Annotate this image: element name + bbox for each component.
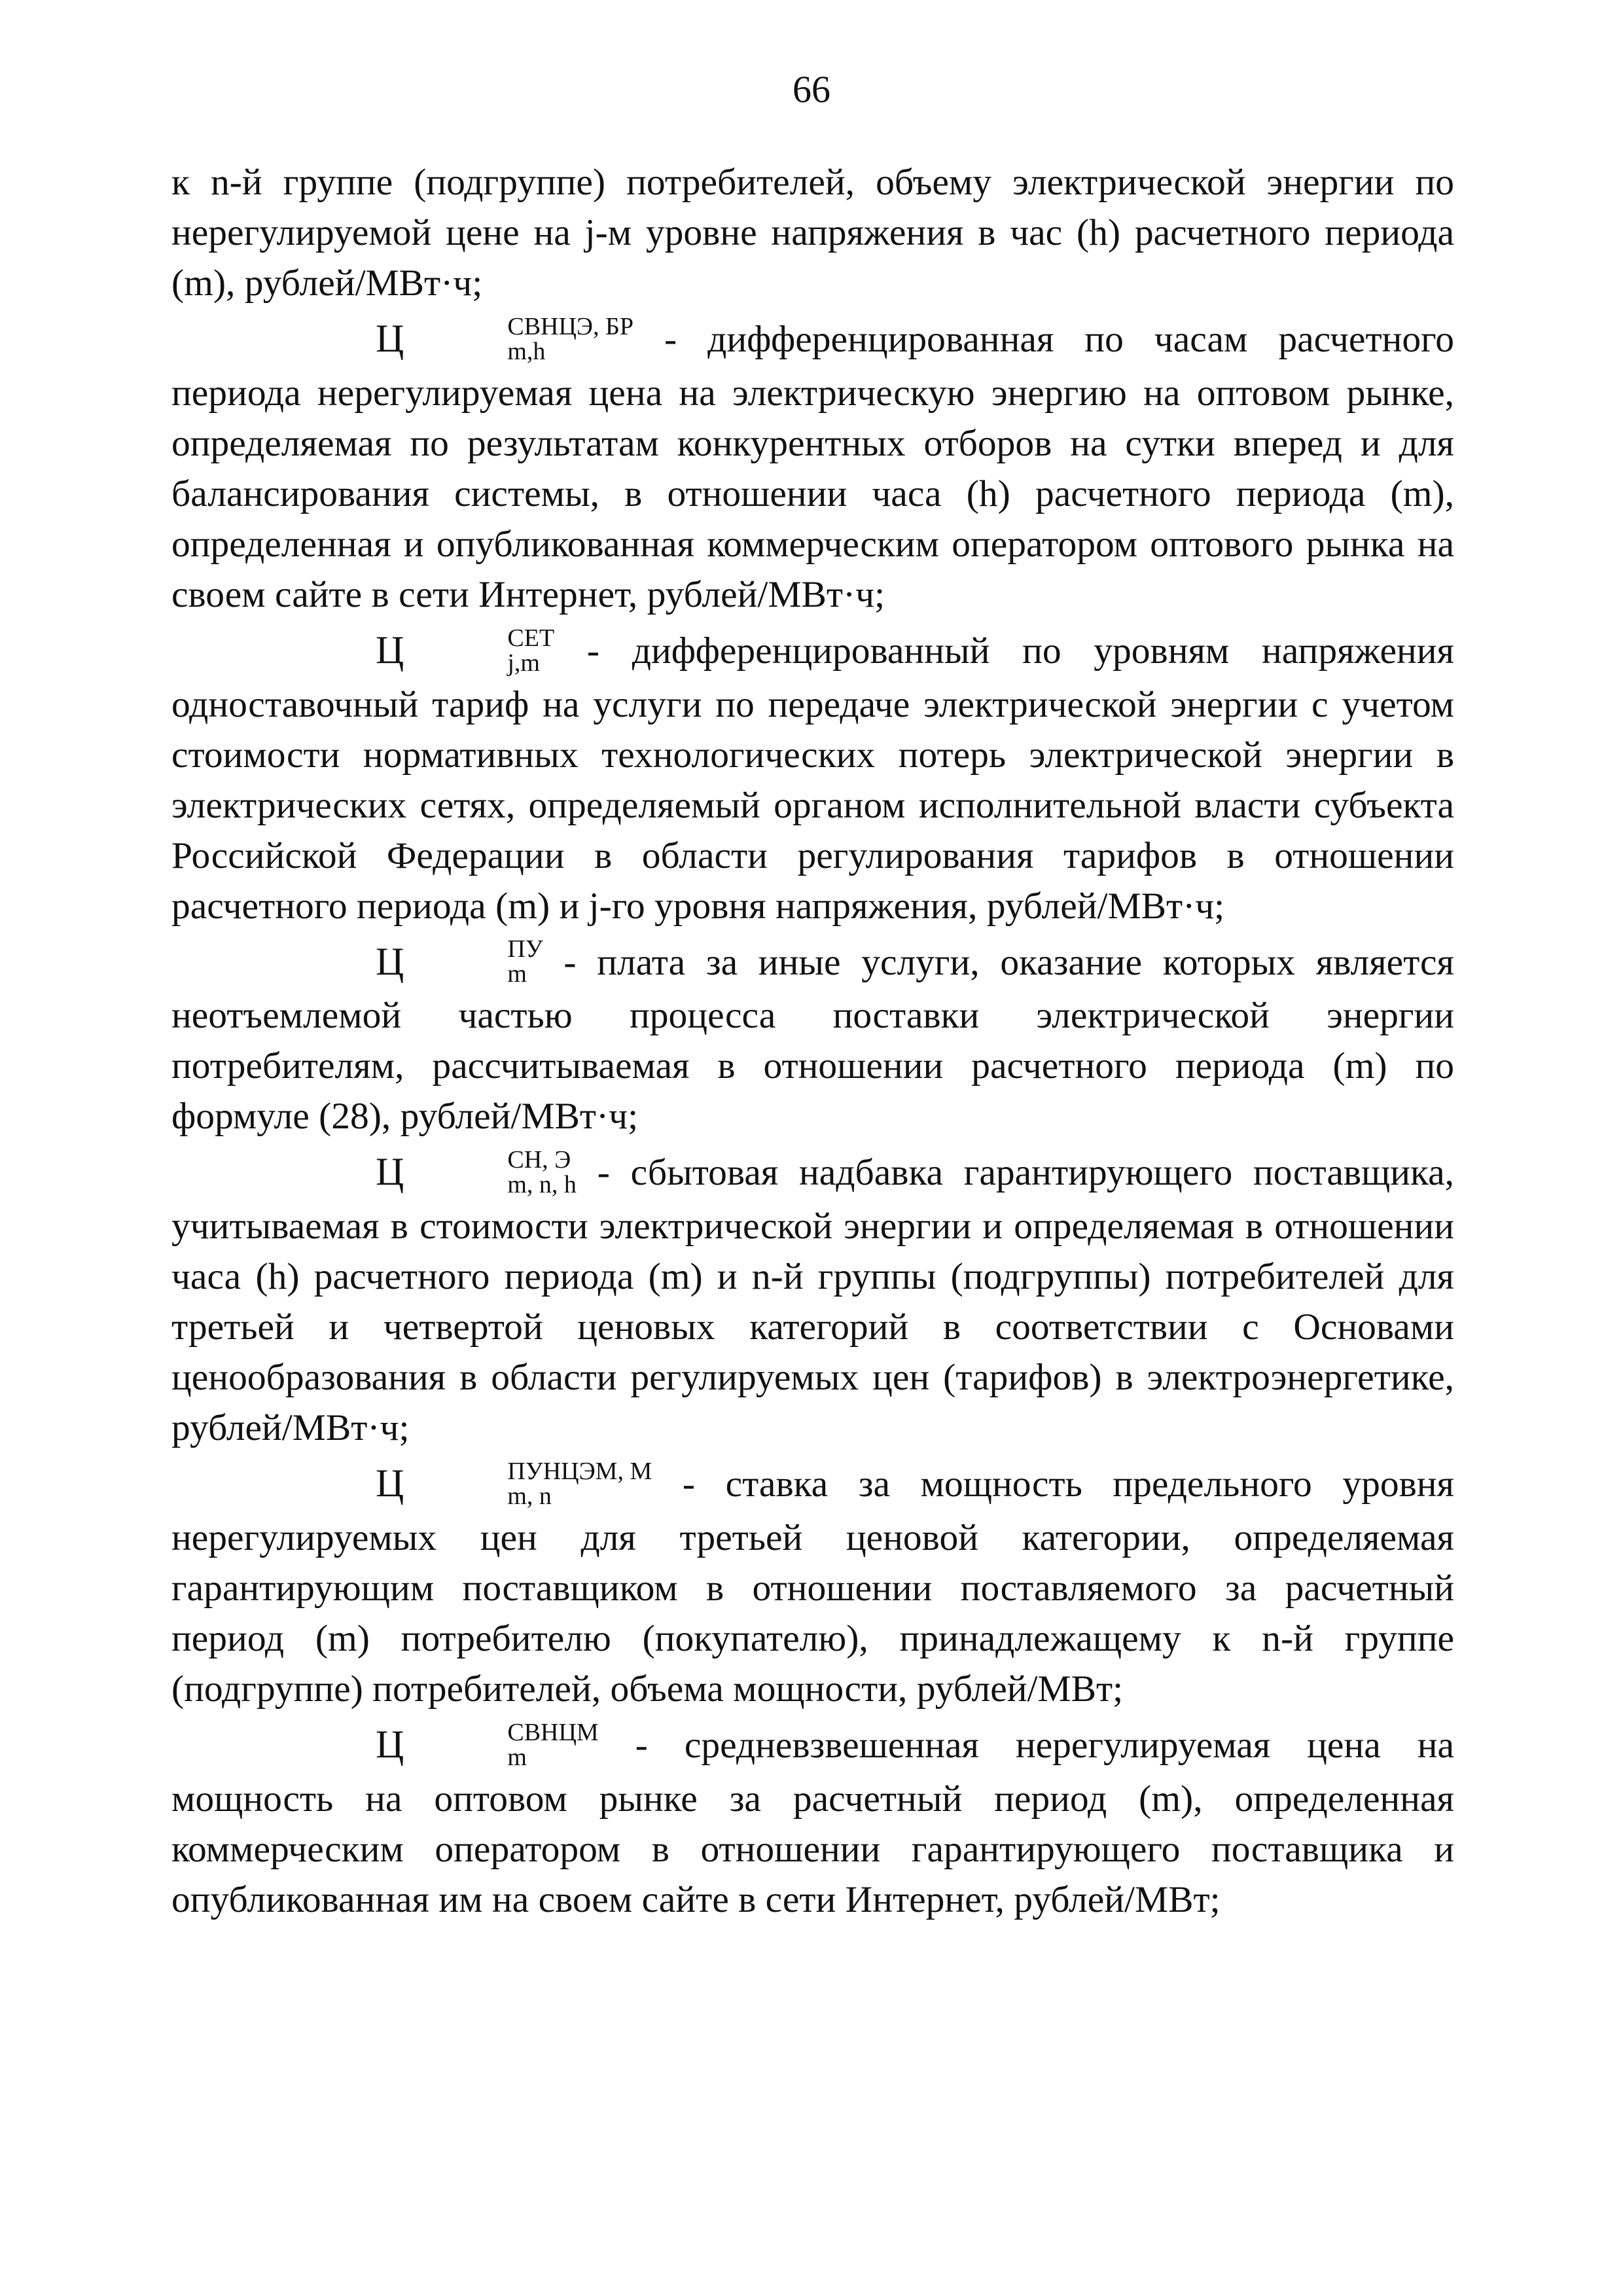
- definition-text: - дифференцированная по часам расчетного периода нерегулируемая цена на электрическую энергию на оптовом рынке, определяемая по результатам конкурентных отборов на сутки вперед и для балансирования системы, в отношении часа (h) расчетного периода (m), определенная и опубликованная коммерческим оператором оптового рынка на своем сайте в сети Интернет, рублей/МВт·ч;: [171, 319, 1454, 615]
- definition-text: - сбытовая надбавка гарантирующего поставщика, учитываемая в стоимости электрической энергии и определяемая в отношении часа (h) расчетного периода (m) и n-й группы (подгруппы) потребителей для третьей и четвертой ценовых категорий в соответствии с Основами ценообразования в области регулируемых цен (тарифов) в электроэнергетике, рублей/МВт·ч;: [171, 1152, 1455, 1449]
- price-symbol: Ц СН, Э m, n, h: [376, 1146, 577, 1199]
- document-body: [171, 157, 1454, 1929]
- definition-paragraph: [171, 314, 1454, 620]
- price-symbol: Ц СЕТ j,m: [376, 624, 555, 677]
- definition-paragraph: [171, 937, 1454, 1142]
- intro-paragraph: к n-й группе (подгруппе) потребителей, объему электрической энергии по нерегулируемой цене на j-м уровне напряжения в час (h) расчетного периода (m), рублей/МВт·ч;: [171, 162, 1454, 304]
- definition-text: - средневзвешенная нерегулируемая цена на мощность на оптовом рынке за расчетный период (m), определенная коммерческим оператором в отношении гарантирующего поставщика и опубликованная им на своем сайте в сети Интернет, рублей/МВт;: [171, 1724, 1455, 1920]
- page-number: 66: [793, 68, 830, 111]
- definition-paragraph: [171, 1458, 1454, 1714]
- definition-text: - ставка за мощность предельного уровня нерегулируемых цен для третьей ценовой категории, определяемая гарантирующим поставщиком в отношении поставляемого за расчетный период (m) потребителю (покупателю), принадлежащему к n-й группе (подгруппе) потребителей, объема мощности, рублей/МВт;: [171, 1463, 1454, 1710]
- definition-paragraph: [171, 1147, 1454, 1453]
- definition-paragraph: [171, 1719, 1454, 1925]
- price-symbol: Ц ПУНЦЭМ, М m, n: [376, 1457, 652, 1510]
- price-symbol: Ц СВНЦЭ, БР m,h: [376, 312, 633, 365]
- price-symbol: Ц ПУ m: [376, 935, 543, 988]
- definition-paragraph: [171, 625, 1454, 931]
- definition-text: - дифференцированный по уровням напряжения одноставочный тариф на услуги по передаче электрической энергии с учетом стоимости нормативных технологических потерь электрической энергии в электрических сетях, определяемый органом исполнительной власти субъекта Российской Федерации в области регулирования тарифов в отношении расчетного периода (m) и j-го уровня напряжения, рублей/МВт·ч;: [171, 630, 1455, 927]
- price-symbol: Ц СВНЦМ m: [376, 1718, 599, 1771]
- definition-text: - плата за иные услуги, оказание которых является неотъемлемой частью процесса поставки электрической энергии потребителям, рассчитываемая в отношении расчетного периода (m) по формуле (28), рублей/МВт·ч;: [171, 941, 1454, 1138]
